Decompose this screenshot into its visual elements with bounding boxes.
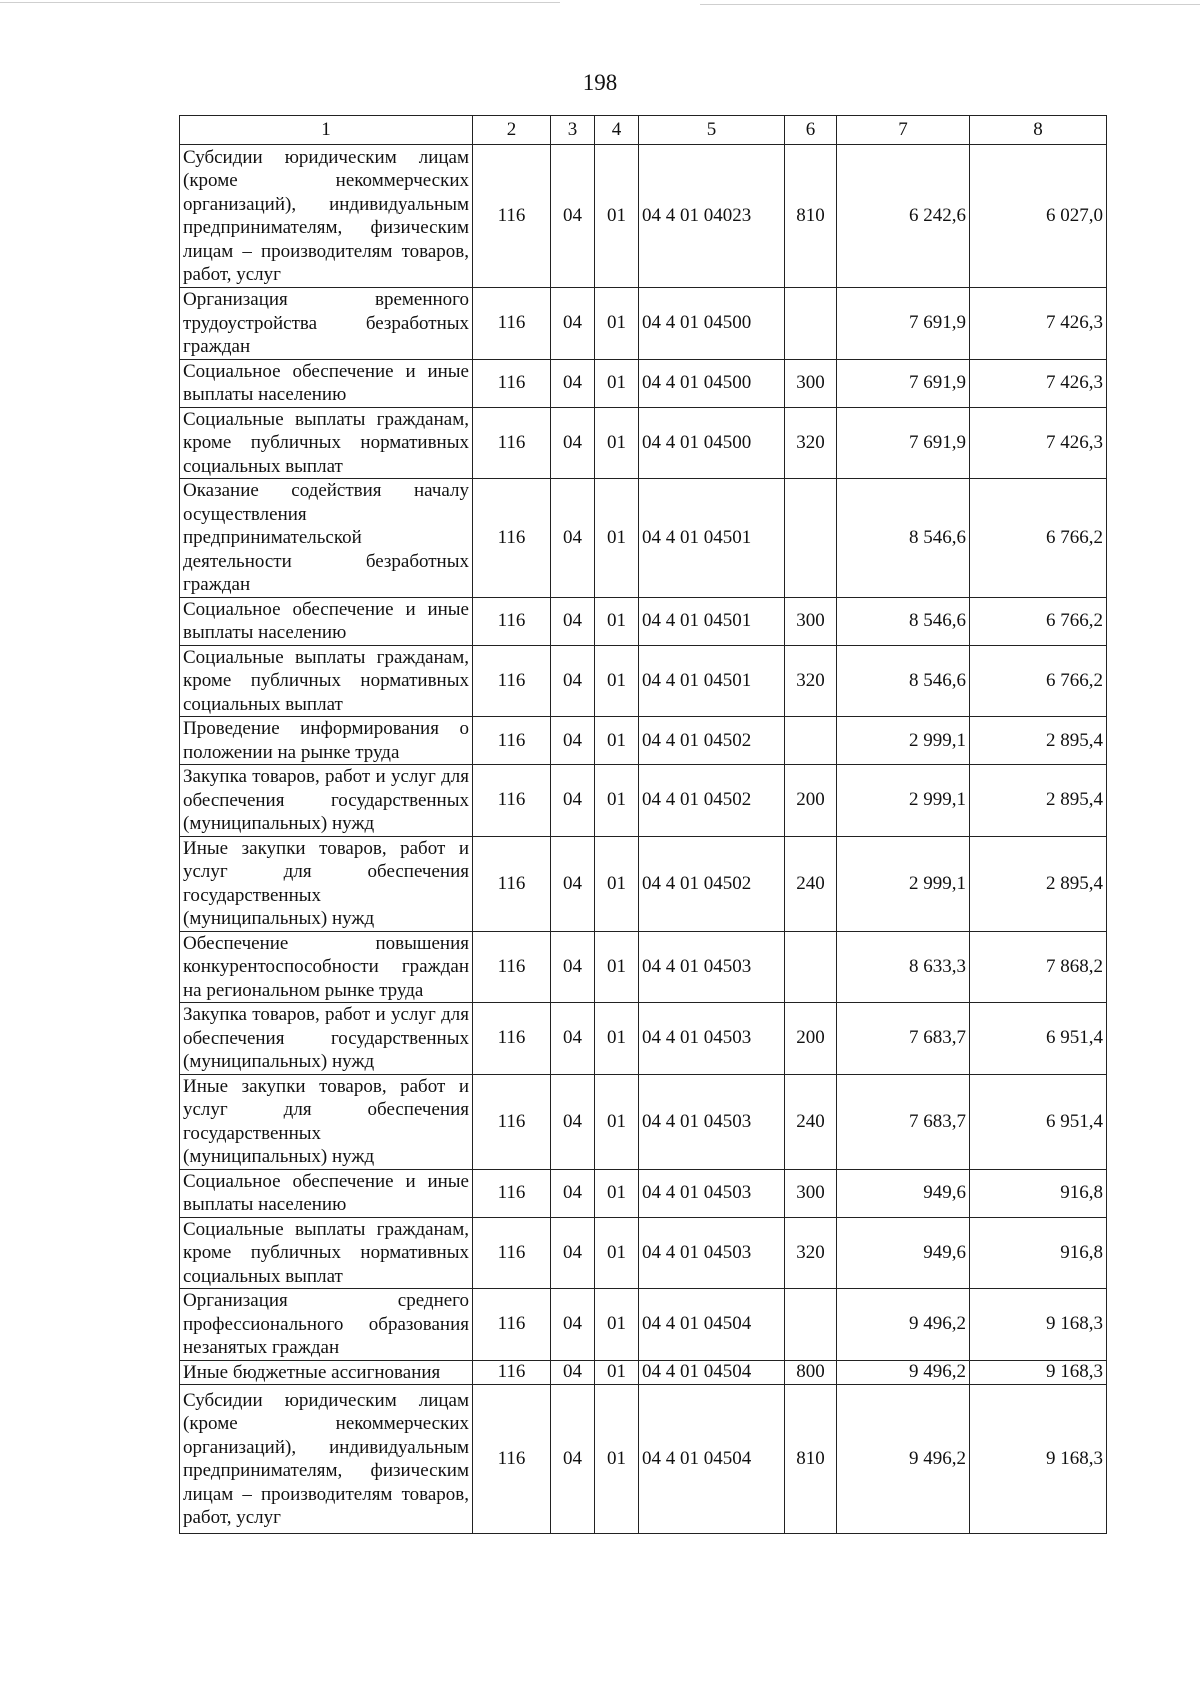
table-row — [180, 645, 1107, 717]
cell-amount-year2: 7 426,3 — [970, 407, 1107, 479]
table-row — [180, 717, 1107, 765]
cell-target-item-code: 04 4 01 04500 — [639, 359, 785, 407]
column-header: 5 — [639, 116, 785, 145]
cell-target-item-code: 04 4 01 04500 — [639, 407, 785, 479]
cell-target-item-code: 04 4 01 04504 — [639, 1385, 785, 1534]
cell-department-code: 116 — [473, 1003, 551, 1075]
cell-amount-year1: 8 546,6 — [837, 645, 970, 717]
cell-expense-type-code: 320 — [785, 407, 837, 479]
cell-item-name: Организация временного трудоустройства безработных граждан — [180, 288, 473, 360]
table-row — [180, 479, 1107, 598]
cell-target-item-code: 04 4 01 04503 — [639, 1074, 785, 1169]
cell-expense-type-code: 240 — [785, 836, 837, 931]
cell-amount-year2: 2 895,4 — [970, 717, 1107, 765]
table-row — [180, 145, 1107, 288]
table-row — [180, 288, 1107, 360]
cell-amount-year1: 2 999,1 — [837, 717, 970, 765]
cell-expense-type-code: 320 — [785, 645, 837, 717]
cell-target-item-code: 04 4 01 04500 — [639, 288, 785, 360]
cell-section-code: 04 — [551, 1385, 595, 1534]
table-header — [180, 116, 1107, 145]
cell-target-item-code: 04 4 01 04023 — [639, 145, 785, 288]
table-row — [180, 597, 1107, 645]
cell-item-name: Субсидии юридическим лицам (кроме некоммерческих организаций), индивидуальным предпринимателям, физическим лицам – производителям товаров, работ, услуг — [180, 145, 473, 288]
cell-subsection-code: 01 — [595, 1003, 639, 1075]
column-header: 8 — [970, 116, 1107, 145]
cell-amount-year2: 2 895,4 — [970, 765, 1107, 837]
cell-section-code: 04 — [551, 1074, 595, 1169]
scan-edge-line — [700, 4, 1200, 5]
cell-amount-year2: 7 868,2 — [970, 931, 1107, 1003]
table-row — [180, 1074, 1107, 1169]
column-header: 4 — [595, 116, 639, 145]
cell-item-name: Субсидии юридическим лицам (кроме некоммерческих организаций), индивидуальным предпринимателям, физическим лицам – производителям товаров, работ, услуг — [180, 1385, 473, 1534]
cell-amount-year2: 916,8 — [970, 1217, 1107, 1289]
cell-department-code: 116 — [473, 836, 551, 931]
cell-expense-type-code: 320 — [785, 1217, 837, 1289]
cell-expense-type-code: 200 — [785, 765, 837, 837]
cell-amount-year1: 9 496,2 — [837, 1360, 970, 1385]
cell-section-code: 04 — [551, 645, 595, 717]
cell-expense-type-code — [785, 931, 837, 1003]
table-row — [180, 359, 1107, 407]
cell-section-code: 04 — [551, 1289, 595, 1361]
page-number: 198 — [582, 70, 618, 95]
cell-amount-year1: 8 546,6 — [837, 597, 970, 645]
cell-amount-year2: 6 951,4 — [970, 1074, 1107, 1169]
cell-section-code: 04 — [551, 836, 595, 931]
column-header: 1 — [180, 116, 473, 145]
header-row — [180, 116, 1107, 145]
cell-section-code: 04 — [551, 1217, 595, 1289]
cell-expense-type-code: 200 — [785, 1003, 837, 1075]
cell-item-name: Проведение информирования о положении на рынке труда — [180, 717, 473, 765]
cell-item-name: Иные закупки товаров, работ и услуг для обеспечения государственных (муниципальных) нужд — [180, 836, 473, 931]
cell-department-code: 116 — [473, 717, 551, 765]
cell-amount-year2: 6 951,4 — [970, 1003, 1107, 1075]
cell-amount-year1: 9 496,2 — [837, 1289, 970, 1361]
cell-department-code: 116 — [473, 1385, 551, 1534]
cell-department-code: 116 — [473, 1074, 551, 1169]
cell-expense-type-code: 810 — [785, 145, 837, 288]
cell-expense-type-code: 810 — [785, 1385, 837, 1534]
cell-expense-type-code — [785, 1289, 837, 1361]
cell-item-name: Иные бюджетные ассигнования — [180, 1360, 473, 1385]
cell-subsection-code: 01 — [595, 765, 639, 837]
cell-expense-type-code: 300 — [785, 597, 837, 645]
cell-amount-year1: 6 242,6 — [837, 145, 970, 288]
cell-section-code: 04 — [551, 407, 595, 479]
cell-target-item-code: 04 4 01 04503 — [639, 1003, 785, 1075]
cell-amount-year2: 9 168,3 — [970, 1289, 1107, 1361]
cell-section-code: 04 — [551, 1169, 595, 1217]
cell-section-code: 04 — [551, 1360, 595, 1385]
cell-subsection-code: 01 — [595, 931, 639, 1003]
cell-department-code: 116 — [473, 1169, 551, 1217]
cell-expense-type-code — [785, 717, 837, 765]
cell-subsection-code: 01 — [595, 359, 639, 407]
cell-item-name: Социальные выплаты гражданам, кроме публичных нормативных социальных выплат — [180, 645, 473, 717]
cell-amount-year2: 6 027,0 — [970, 145, 1107, 288]
table-row — [180, 931, 1107, 1003]
cell-subsection-code: 01 — [595, 479, 639, 598]
cell-amount-year2: 9 168,3 — [970, 1385, 1107, 1534]
cell-subsection-code: 01 — [595, 836, 639, 931]
table-row — [180, 1217, 1107, 1289]
cell-item-name: Социальное обеспечение и иные выплаты населению — [180, 359, 473, 407]
cell-item-name: Социальное обеспечение и иные выплаты населению — [180, 597, 473, 645]
cell-amount-year1: 2 999,1 — [837, 765, 970, 837]
cell-item-name: Закупка товаров, работ и услуг для обеспечения государственных (муниципальных) нужд — [180, 1003, 473, 1075]
cell-section-code: 04 — [551, 479, 595, 598]
cell-item-name: Оказание содействия началу осуществления предпринимательской деятельности безработных граждан — [180, 479, 473, 598]
cell-subsection-code: 01 — [595, 1169, 639, 1217]
column-header: 6 — [785, 116, 837, 145]
cell-amount-year1: 8 546,6 — [837, 479, 970, 598]
cell-subsection-code: 01 — [595, 1217, 639, 1289]
cell-expense-type-code: 240 — [785, 1074, 837, 1169]
cell-item-name: Социальное обеспечение и иные выплаты населению — [180, 1169, 473, 1217]
cell-amount-year1: 949,6 — [837, 1217, 970, 1289]
cell-expense-type-code: 800 — [785, 1360, 837, 1385]
cell-section-code: 04 — [551, 359, 595, 407]
cell-target-item-code: 04 4 01 04501 — [639, 597, 785, 645]
cell-section-code: 04 — [551, 931, 595, 1003]
cell-item-name: Социальные выплаты гражданам, кроме публичных нормативных социальных выплат — [180, 1217, 473, 1289]
cell-amount-year2: 9 168,3 — [970, 1360, 1107, 1385]
cell-section-code: 04 — [551, 765, 595, 837]
cell-expense-type-code: 300 — [785, 359, 837, 407]
cell-target-item-code: 04 4 01 04502 — [639, 717, 785, 765]
cell-amount-year1: 949,6 — [837, 1169, 970, 1217]
table-row — [180, 407, 1107, 479]
cell-expense-type-code — [785, 479, 837, 598]
column-header: 2 — [473, 116, 551, 145]
cell-target-item-code: 04 4 01 04501 — [639, 479, 785, 598]
column-header: 7 — [837, 116, 970, 145]
table-row — [180, 765, 1107, 837]
cell-department-code: 116 — [473, 1289, 551, 1361]
cell-target-item-code: 04 4 01 04503 — [639, 931, 785, 1003]
cell-amount-year1: 7 683,7 — [837, 1003, 970, 1075]
cell-department-code: 116 — [473, 407, 551, 479]
cell-department-code: 116 — [473, 1217, 551, 1289]
cell-amount-year2: 6 766,2 — [970, 479, 1107, 598]
cell-amount-year1: 7 683,7 — [837, 1074, 970, 1169]
cell-amount-year1: 8 633,3 — [837, 931, 970, 1003]
cell-item-name: Иные закупки товаров, работ и услуг для обеспечения государственных (муниципальных) нужд — [180, 1074, 473, 1169]
cell-section-code: 04 — [551, 717, 595, 765]
cell-department-code: 116 — [473, 765, 551, 837]
cell-subsection-code: 01 — [595, 717, 639, 765]
cell-subsection-code: 01 — [595, 145, 639, 288]
cell-department-code: 116 — [473, 479, 551, 598]
cell-department-code: 116 — [473, 288, 551, 360]
cell-target-item-code: 04 4 01 04501 — [639, 645, 785, 717]
cell-target-item-code: 04 4 01 04504 — [639, 1289, 785, 1361]
cell-item-name: Закупка товаров, работ и услуг для обеспечения государственных (муниципальных) нужд — [180, 765, 473, 837]
budget-table — [179, 115, 1107, 1534]
cell-department-code: 116 — [473, 931, 551, 1003]
cell-amount-year2: 916,8 — [970, 1169, 1107, 1217]
cell-amount-year2: 7 426,3 — [970, 288, 1107, 360]
cell-amount-year1: 7 691,9 — [837, 288, 970, 360]
cell-subsection-code: 01 — [595, 1360, 639, 1385]
cell-department-code: 116 — [473, 1360, 551, 1385]
cell-target-item-code: 04 4 01 04502 — [639, 836, 785, 931]
cell-department-code: 116 — [473, 597, 551, 645]
table-row — [180, 1360, 1107, 1385]
cell-department-code: 116 — [473, 359, 551, 407]
cell-expense-type-code — [785, 288, 837, 360]
column-header: 3 — [551, 116, 595, 145]
cell-item-name: Социальные выплаты гражданам, кроме публичных нормативных социальных выплат — [180, 407, 473, 479]
cell-subsection-code: 01 — [595, 1289, 639, 1361]
cell-item-name: Организация среднего профессионального образования незанятых граждан — [180, 1289, 473, 1361]
cell-subsection-code: 01 — [595, 645, 639, 717]
table-body — [180, 145, 1107, 1534]
cell-subsection-code: 01 — [595, 1074, 639, 1169]
cell-amount-year1: 2 999,1 — [837, 836, 970, 931]
cell-subsection-code: 01 — [595, 288, 639, 360]
cell-amount-year1: 9 496,2 — [837, 1385, 970, 1534]
cell-item-name: Обеспечение повышения конкурентоспособности граждан на региональном рынке труда — [180, 931, 473, 1003]
cell-amount-year1: 7 691,9 — [837, 407, 970, 479]
table-row — [180, 1289, 1107, 1361]
cell-amount-year2: 2 895,4 — [970, 836, 1107, 931]
table-row — [180, 1385, 1107, 1534]
table-row — [180, 836, 1107, 931]
cell-section-code: 04 — [551, 597, 595, 645]
cell-target-item-code: 04 4 01 04503 — [639, 1217, 785, 1289]
cell-amount-year2: 6 766,2 — [970, 597, 1107, 645]
cell-department-code: 116 — [473, 145, 551, 288]
cell-amount-year2: 7 426,3 — [970, 359, 1107, 407]
cell-target-item-code: 04 4 01 04502 — [639, 765, 785, 837]
cell-target-item-code: 04 4 01 04504 — [639, 1360, 785, 1385]
scan-edge-line — [0, 2, 560, 3]
table-row — [180, 1003, 1107, 1075]
cell-subsection-code: 01 — [595, 597, 639, 645]
cell-section-code: 04 — [551, 145, 595, 288]
cell-amount-year2: 6 766,2 — [970, 645, 1107, 717]
cell-subsection-code: 01 — [595, 1385, 639, 1534]
cell-section-code: 04 — [551, 1003, 595, 1075]
cell-target-item-code: 04 4 01 04503 — [639, 1169, 785, 1217]
cell-section-code: 04 — [551, 288, 595, 360]
cell-expense-type-code: 300 — [785, 1169, 837, 1217]
table-row — [180, 1169, 1107, 1217]
cell-department-code: 116 — [473, 645, 551, 717]
cell-subsection-code: 01 — [595, 407, 639, 479]
cell-amount-year1: 7 691,9 — [837, 359, 970, 407]
